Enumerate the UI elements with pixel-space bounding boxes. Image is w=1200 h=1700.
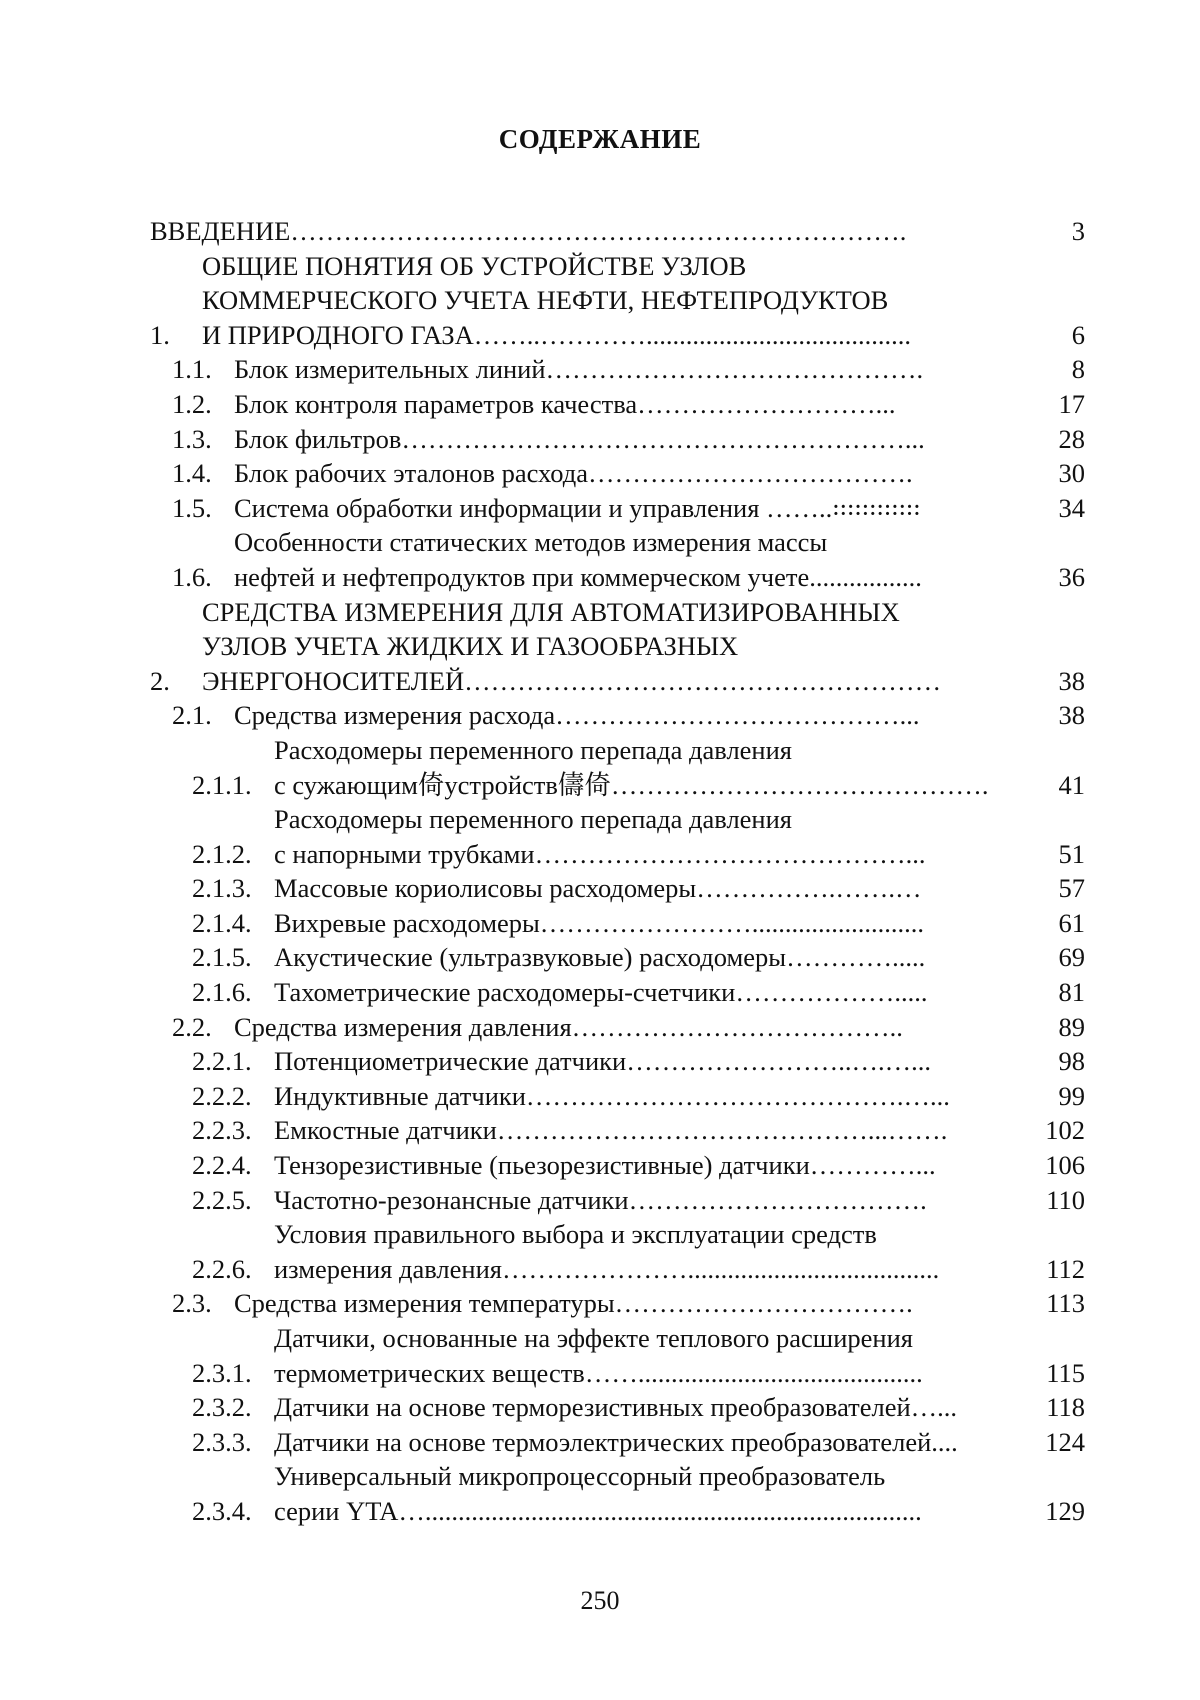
toc-entry-page: 89 [1058, 1011, 1085, 1042]
toc-entry [150, 595, 1085, 699]
toc-entry-title [274, 1459, 1015, 1528]
toc-entry-line: Блок рабочих эталонов расхода………………………………. [234, 458, 913, 489]
toc-entry-number: 1.3. [172, 423, 212, 454]
toc-entry-number: 1.1. [172, 354, 212, 385]
toc-entry [150, 422, 1085, 457]
toc-entry-line: Массовые кориолисовы расходомеры…………….…….… [274, 873, 922, 904]
toc-entry-title [274, 733, 1015, 802]
toc-entry-page: 38 [1058, 665, 1085, 696]
toc-entry-number: 2.1. [172, 700, 212, 731]
toc-entry [150, 1183, 1085, 1218]
toc-entry-page: 124 [1045, 1426, 1085, 1457]
toc-entry-number: 2.1.5. [192, 942, 252, 973]
toc-entry-title [274, 1321, 1015, 1390]
toc-entry-line: КОММЕРЧЕСКОГО УЧЕТА НЕФТИ, НЕФТЕПРОДУКТОВ [202, 285, 889, 316]
toc-entry-line: ВВЕДЕНИЕ……………………………………………………………. [150, 216, 907, 246]
toc-entry [150, 1321, 1085, 1390]
toc-entry-line: Датчики, основанные на эффекте теплового расширения [274, 1323, 913, 1353]
toc-entry [150, 352, 1085, 387]
toc-entry [150, 1217, 1085, 1286]
toc-entry-page: 38 [1058, 700, 1085, 731]
toc-entry-title [274, 871, 1015, 906]
page-title: СОДЕРЖАНИЕ [498, 124, 702, 154]
toc-entry-number: 2.2.2. [192, 1080, 252, 1111]
toc-entry-number: 1. [150, 319, 170, 350]
toc-entry-line: Средства измерения давления……………………………….. [234, 1011, 903, 1042]
toc-entry [150, 698, 1085, 733]
toc-entry-number: 2.2. [172, 1011, 212, 1042]
toc-entry-page: 99 [1058, 1080, 1085, 1111]
toc-entry-title [234, 422, 1015, 457]
toc-entry-line: Вихревые расходомеры…………………….......................... [274, 907, 925, 938]
toc-entry-number: 2.3.4. [192, 1495, 252, 1526]
table-of-contents [150, 214, 1085, 1529]
toc-entry [150, 871, 1085, 906]
toc-entry-title [234, 491, 1015, 526]
toc-entry [150, 456, 1085, 491]
toc-entry-title [234, 1286, 1015, 1321]
toc-entry-title [150, 214, 1015, 249]
toc-entry-title [234, 387, 1015, 422]
toc-entry-page: 69 [1058, 942, 1085, 973]
toc-entry [150, 1425, 1085, 1460]
toc-entry-line: Система обработки информации и управления ……..꞉꞉꞉꞉꞉꞉꞉꞉꞉꞉꞉꞉ [234, 492, 921, 523]
toc-entry-number: 2.3.2. [192, 1392, 252, 1423]
toc-entry-title [202, 249, 1015, 353]
toc-entry-title [274, 1217, 1015, 1286]
toc-entry [150, 1079, 1085, 1114]
toc-entry-page: 34 [1058, 492, 1085, 523]
toc-entry [150, 1148, 1085, 1183]
toc-entry-page: 102 [1045, 1115, 1085, 1146]
toc-entry [150, 733, 1085, 802]
toc-entry-page: 8 [1071, 354, 1085, 385]
toc-entry-number: 2.3. [172, 1288, 212, 1319]
toc-entry-title [274, 975, 1015, 1010]
toc-entry [150, 1459, 1085, 1528]
toc-entry [150, 1010, 1085, 1045]
toc-entry-line: Акустические (ультразвуковые) расходомеры…………..... [274, 942, 926, 973]
toc-entry-page: 113 [1046, 1288, 1085, 1319]
toc-entry-line: СРЕДСТВА ИЗМЕРЕНИЯ ДЛЯ АВТОМАТИЗИРОВАННЫХ [202, 596, 900, 627]
toc-entry-line: Потенциометрические датчики……………………..….…... [274, 1046, 931, 1077]
toc-entry [150, 525, 1085, 594]
toc-entry-line: Особенности статических методов измерения массы [234, 527, 828, 558]
toc-entry-number: 2.2.4. [192, 1150, 252, 1181]
toc-entry-number: 1.5. [172, 492, 212, 523]
toc-entry-page: 41 [1058, 769, 1085, 800]
toc-entry [150, 1113, 1085, 1148]
toc-entry [150, 940, 1085, 975]
toc-entry-line: Средства измерения температуры……………………………. [234, 1288, 913, 1319]
toc-entry-line: с сужающим倚устройств儔倚……………………………………. [274, 769, 989, 800]
toc-entry-line: серии YTA…........................................................................... [274, 1495, 922, 1526]
toc-entry-number: 2.2.1. [192, 1046, 252, 1077]
toc-entry-page: 57 [1058, 873, 1085, 904]
toc-entry-page: 30 [1058, 458, 1085, 489]
toc-entry-line: УЗЛОВ УЧЕТА ЖИДКИХ И ГАЗООБРАЗНЫХ [202, 631, 739, 662]
toc-entry [150, 975, 1085, 1010]
toc-entry-line: ЭНЕРГОНОСИТЕЛЕЙ……………………………………………… [202, 665, 942, 696]
toc-entry-title [274, 802, 1015, 871]
toc-entry-page: 110 [1046, 1184, 1085, 1215]
toc-entry-number: 2.1.6. [192, 977, 252, 1008]
toc-entry [150, 214, 1085, 249]
toc-entry-title [274, 1113, 1015, 1148]
toc-entry-number: 2.1.3. [192, 873, 252, 904]
toc-entry-page: 118 [1046, 1392, 1085, 1423]
toc-entry-line: с напорными трубками……………………………………... [274, 838, 926, 869]
toc-entry-line: Универсальный микропроцессорный преобразователь [274, 1461, 886, 1492]
toc-entry-title [202, 595, 1015, 699]
toc-entry-number: 2.2.3. [192, 1115, 252, 1146]
toc-entry-title [234, 698, 1015, 733]
toc-entry-number: 1.4. [172, 458, 212, 489]
toc-entry-page: 61 [1058, 907, 1085, 938]
toc-entry-title [274, 1390, 1015, 1425]
toc-entry-number: 2.1.4. [192, 907, 252, 938]
toc-entry-title [274, 1183, 1015, 1218]
toc-entry-line: Индуктивные датчики…………………………………….…... [274, 1080, 950, 1111]
toc-entry-page: 3 [1071, 216, 1085, 246]
toc-entry-page: 98 [1058, 1046, 1085, 1077]
toc-entry-title [274, 1044, 1015, 1079]
toc-entry-line: измерения давления…………………...................................... [274, 1253, 940, 1284]
toc-entry-line: нефтей и нефтепродуктов при коммерческом учете................. [234, 561, 922, 592]
toc-entry-line: Расходомеры переменного перепада давления [274, 734, 792, 765]
toc-entry-page: 6 [1071, 319, 1085, 350]
toc-entry-line: ОБЩИЕ ПОНЯТИЯ ОБ УСТРОЙСТВЕ УЗЛОВ [202, 250, 747, 281]
toc-entry-page: 17 [1058, 388, 1085, 419]
toc-entry [150, 906, 1085, 941]
toc-entry [150, 491, 1085, 526]
toc-entry-number: 1.6. [172, 561, 212, 592]
toc-entry-title [274, 1079, 1015, 1114]
toc-entry-page: 129 [1045, 1495, 1085, 1526]
toc-entry [150, 249, 1085, 353]
toc-entry-page: 51 [1058, 838, 1085, 869]
toc-entry [150, 1286, 1085, 1321]
toc-entry-number: 2.1.2. [192, 838, 252, 869]
toc-entry-title [274, 1148, 1015, 1183]
toc-entry-title [234, 1010, 1015, 1045]
toc-entry-page: 112 [1046, 1253, 1085, 1284]
toc-entry-line: Блок контроля параметров качества………………………... [234, 388, 896, 419]
toc-entry-page: 28 [1058, 423, 1085, 454]
toc-entry-page: 36 [1058, 561, 1085, 592]
toc-entry-line: И ПРИРОДНОГО ГАЗА……..…………........................................ [202, 319, 912, 350]
toc-entry-number: 2.2.5. [192, 1184, 252, 1215]
toc-entry-line: термометрических веществ……........................................... [274, 1357, 923, 1388]
toc-entry-line: Средства измерения расхода…………………………………... [234, 700, 920, 731]
toc-entry-number: 1.2. [172, 388, 212, 419]
page-number: 250 [580, 1586, 620, 1615]
toc-entry-line: Тензорезистивные (пьезорезистивные) датчики…………... [274, 1150, 936, 1181]
toc-entry-line: Условия правильного выбора и эксплуатации средств [274, 1219, 877, 1250]
toc-entry-number: 2.1.1. [192, 769, 252, 800]
toc-entry-title [274, 940, 1015, 975]
toc-entry-line: Расходомеры переменного перепада давления [274, 804, 792, 835]
toc-entry-number: 2.3.1. [192, 1357, 252, 1388]
toc-entry-line: Датчики на основе терморезистивных преобразователей…... [274, 1392, 958, 1423]
toc-entry-line: Датчики на основе термоэлектрических преобразователей.... [274, 1426, 958, 1457]
toc-entry-title [274, 906, 1015, 941]
toc-entry-line: Блок измерительных линий……………………………………. [234, 354, 924, 385]
toc-entry [150, 387, 1085, 422]
toc-entry-line: Тахометрические расходомеры-счетчики………………..... [274, 977, 928, 1008]
toc-entry-number: 2. [150, 665, 170, 696]
toc-entry-page: 106 [1045, 1150, 1085, 1181]
toc-entry-title [234, 456, 1015, 491]
toc-entry-title [234, 352, 1015, 387]
toc-entry-title [274, 1425, 1015, 1460]
toc-entry [150, 802, 1085, 871]
toc-entry-line: Блок фильтров…………………………………………………... [234, 423, 925, 454]
toc-entry [150, 1390, 1085, 1425]
toc-entry-number: 2.2.6. [192, 1253, 252, 1284]
toc-entry-line: Частотно-резонансные датчики……………………………. [274, 1184, 927, 1215]
toc-entry-number: 2.3.3. [192, 1426, 252, 1457]
toc-entry-page: 81 [1058, 977, 1085, 1008]
toc-entry-line: Емкостные датчики……………………………………...……. [274, 1115, 948, 1146]
toc-entry-page: 115 [1046, 1357, 1085, 1388]
toc-entry-title [234, 525, 1015, 594]
toc-entry [150, 1044, 1085, 1079]
